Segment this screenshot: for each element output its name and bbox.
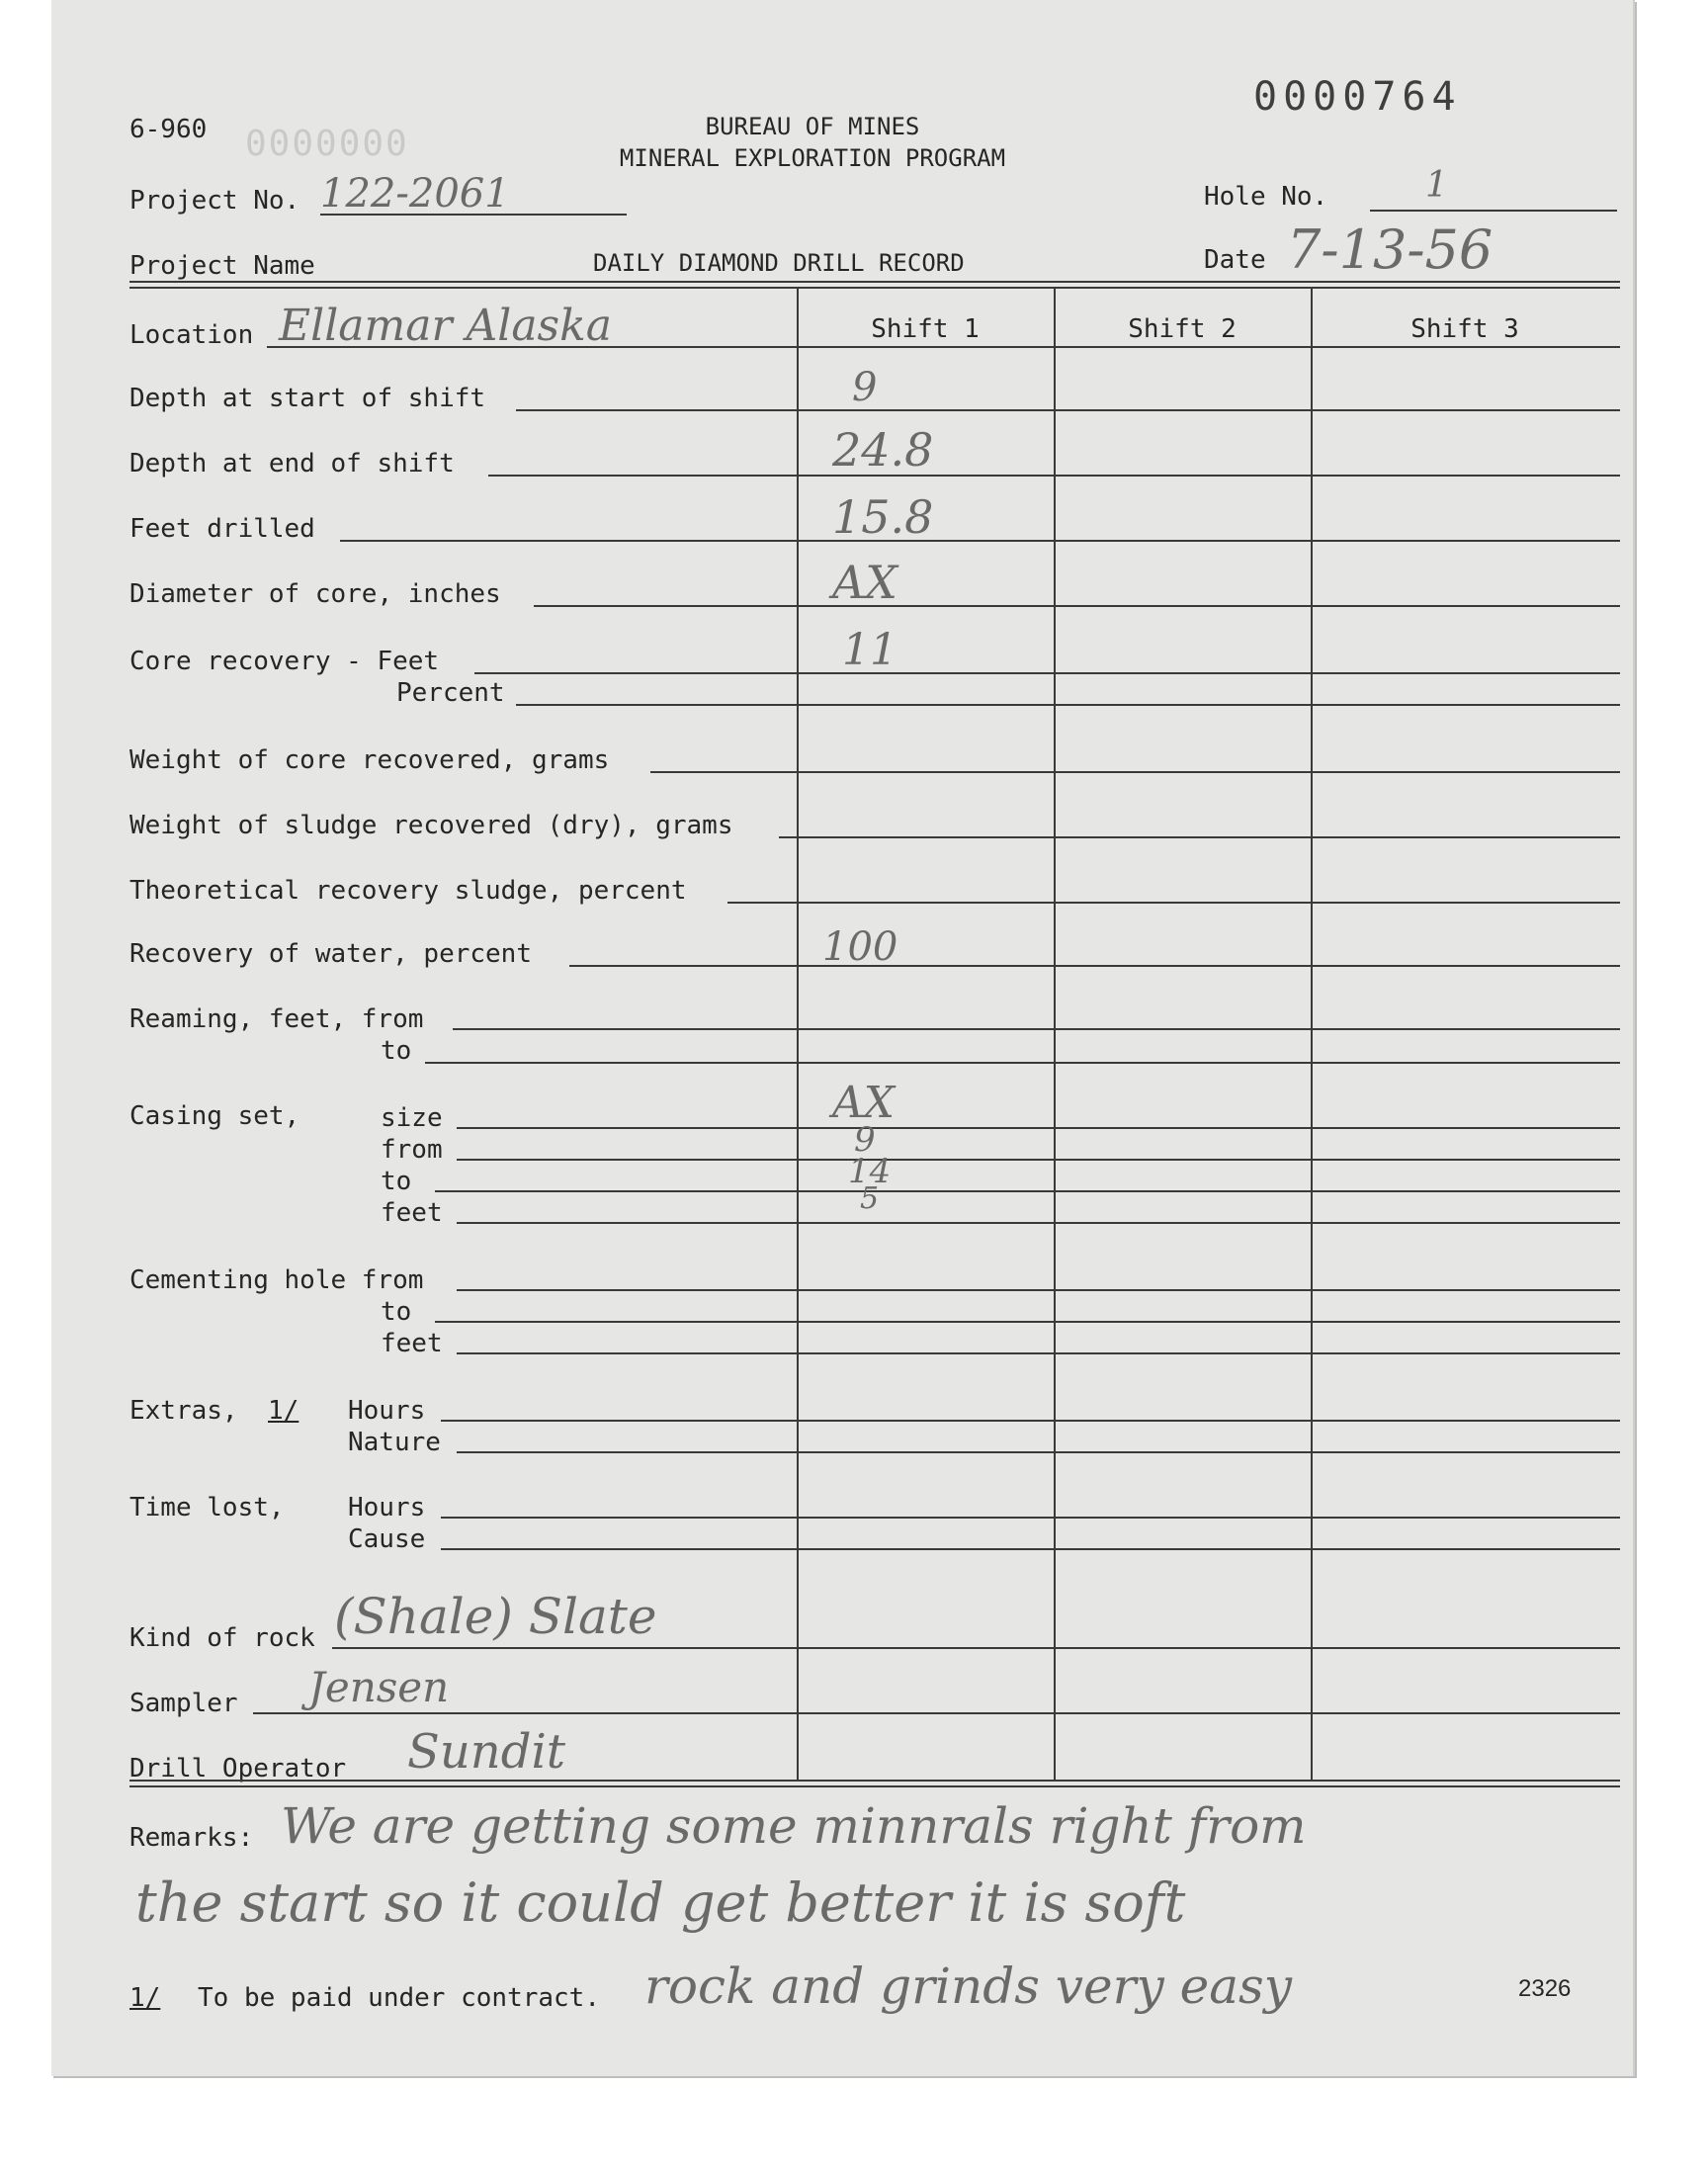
depth-end-label: Depth at end of shift [129,449,455,478]
casing-to-line [435,1190,1620,1192]
reaming-to-line [425,1062,1620,1064]
rock-line [332,1647,1620,1649]
extras-footnote-mark: 1/ [268,1396,299,1426]
reaming-from-line [453,1028,1620,1030]
depth-end-shift1: 24.8 [832,423,934,477]
theoretical-line [727,902,1620,904]
casing-to-label: to [381,1167,412,1196]
project-name-label: Project Name [129,251,315,281]
page-number: 2326 [1518,1975,1572,2002]
core-recovery-percent-label: Percent [396,678,505,708]
form-title: DAILY DIAMOND DRILL RECORD [593,249,965,277]
depth-end-line [488,475,1620,477]
document-sheet [51,0,1635,2076]
casing-from-line [457,1159,1620,1161]
extras-hours-line [441,1420,1620,1422]
cementing-from-line [457,1289,1620,1291]
footer-rule-top [129,1780,1620,1782]
rock-label: Kind of rock [129,1623,315,1653]
header-rule-bottom [129,287,1620,289]
extras-nature-label: Nature [348,1428,441,1457]
diameter-shift1: AX [832,556,897,609]
location-value: Ellamar Alaska [279,301,613,351]
footnote-text: To be paid under contract. [198,1983,600,2013]
depth-start-shift1: 9 [852,365,878,410]
feet-drilled-label: Feet drilled [129,514,315,544]
project-number-label: Project No. [129,186,300,216]
core-recovery-shift1: 11 [842,625,897,675]
casing-from-label: from [381,1135,443,1165]
casing-feet-shift1: 5 [860,1181,880,1216]
project-number-value: 122-2061 [320,171,510,217]
casing-label: Casing set, [129,1101,300,1131]
casing-feet-label: feet [381,1198,443,1228]
core-weight-label: Weight of core recovered, grams [129,745,610,775]
cementing-label: Cementing hole from [129,1265,424,1295]
casing-size-label: size [381,1103,443,1133]
drill-operator-value: Sundit [407,1724,566,1780]
shift-1-heading: Shift 1 [871,314,980,344]
sampler-value: Jensen [308,1663,450,1711]
shift-3-heading: Shift 3 [1410,314,1519,344]
casing-from-shift1: 9 [854,1120,876,1160]
cementing-feet-label: feet [381,1329,443,1358]
core-recovery-feet-line [474,672,1620,674]
core-weight-line [650,771,1620,773]
core-recovery-percent-line [516,704,1620,706]
date-value: 7-13-56 [1287,218,1494,281]
sludge-weight-line [779,836,1620,838]
remarks-line-3: rock and grinds very easy [644,1958,1292,2015]
sampler-label: Sampler [129,1689,238,1718]
document-number: 0000764 [1253,74,1462,120]
rock-value: (Shale) Slate [334,1588,657,1645]
header-rule-top [129,281,1620,283]
casing-feet-line [457,1222,1620,1224]
column-divider-2 [1054,287,1056,1782]
feet-drilled-shift1: 15.8 [832,490,934,544]
water-shift1: 100 [822,924,898,970]
agency-title: BUREAU OF MINES [705,113,920,140]
footer-rule-bottom [129,1785,1620,1787]
casing-size-line [457,1127,1620,1129]
reaming-to-label: to [381,1036,412,1066]
footnote-mark: 1/ [129,1983,161,2013]
water-line [569,965,1620,967]
time-lost-hours-line [441,1517,1620,1519]
extras-hours-label: Hours [348,1396,426,1426]
cementing-feet-line [457,1352,1620,1354]
depth-start-label: Depth at start of shift [129,384,486,413]
faint-stamp: 0000000 [245,124,409,164]
location-line [267,346,797,348]
drill-operator-label: Drill Operator [129,1754,347,1784]
time-lost-label: Time lost, [129,1493,285,1522]
remarks-line-2: the start so it could get better it is soft [135,1871,1186,1934]
hole-number-line [1370,210,1617,212]
sludge-weight-label: Weight of sludge recovered (dry), grams [129,811,733,840]
casing-size-shift1: AX [832,1078,896,1128]
remarks-label: Remarks: [129,1823,254,1853]
form-code: 6-960 [129,115,208,144]
time-lost-cause-line [441,1548,1620,1550]
reaming-label: Reaming, feet, from [129,1004,424,1034]
time-lost-hours-label: Hours [348,1493,426,1522]
cementing-to-line [435,1321,1620,1323]
hole-number-label: Hole No. [1204,182,1328,212]
hole-number-value: 1 [1425,165,1448,206]
shift-heading-line [797,346,1620,348]
extras-label: Extras, [129,1396,238,1426]
column-divider-1 [797,287,799,1782]
casing-to-shift1: 14 [848,1152,892,1191]
time-lost-cause-label: Cause [348,1524,426,1554]
feet-drilled-line [340,540,1620,542]
extras-nature-line [457,1451,1620,1453]
date-label: Date [1204,245,1266,275]
program-title: MINERAL EXPLORATION PROGRAM [619,144,1006,172]
shift-2-heading: Shift 2 [1128,314,1237,344]
water-label: Recovery of water, percent [129,939,532,969]
cementing-to-label: to [381,1297,412,1327]
diameter-line [534,605,1620,607]
depth-start-line [516,409,1620,411]
sampler-line [253,1712,1620,1714]
column-divider-3 [1311,287,1313,1782]
location-label: Location [129,320,254,350]
theoretical-label: Theoretical recovery sludge, percent [129,876,687,906]
diameter-label: Diameter of core, inches [129,579,501,609]
core-recovery-label: Core recovery - Feet [129,647,440,676]
remarks-line-1: We are getting some minnrals right from [281,1797,1307,1855]
